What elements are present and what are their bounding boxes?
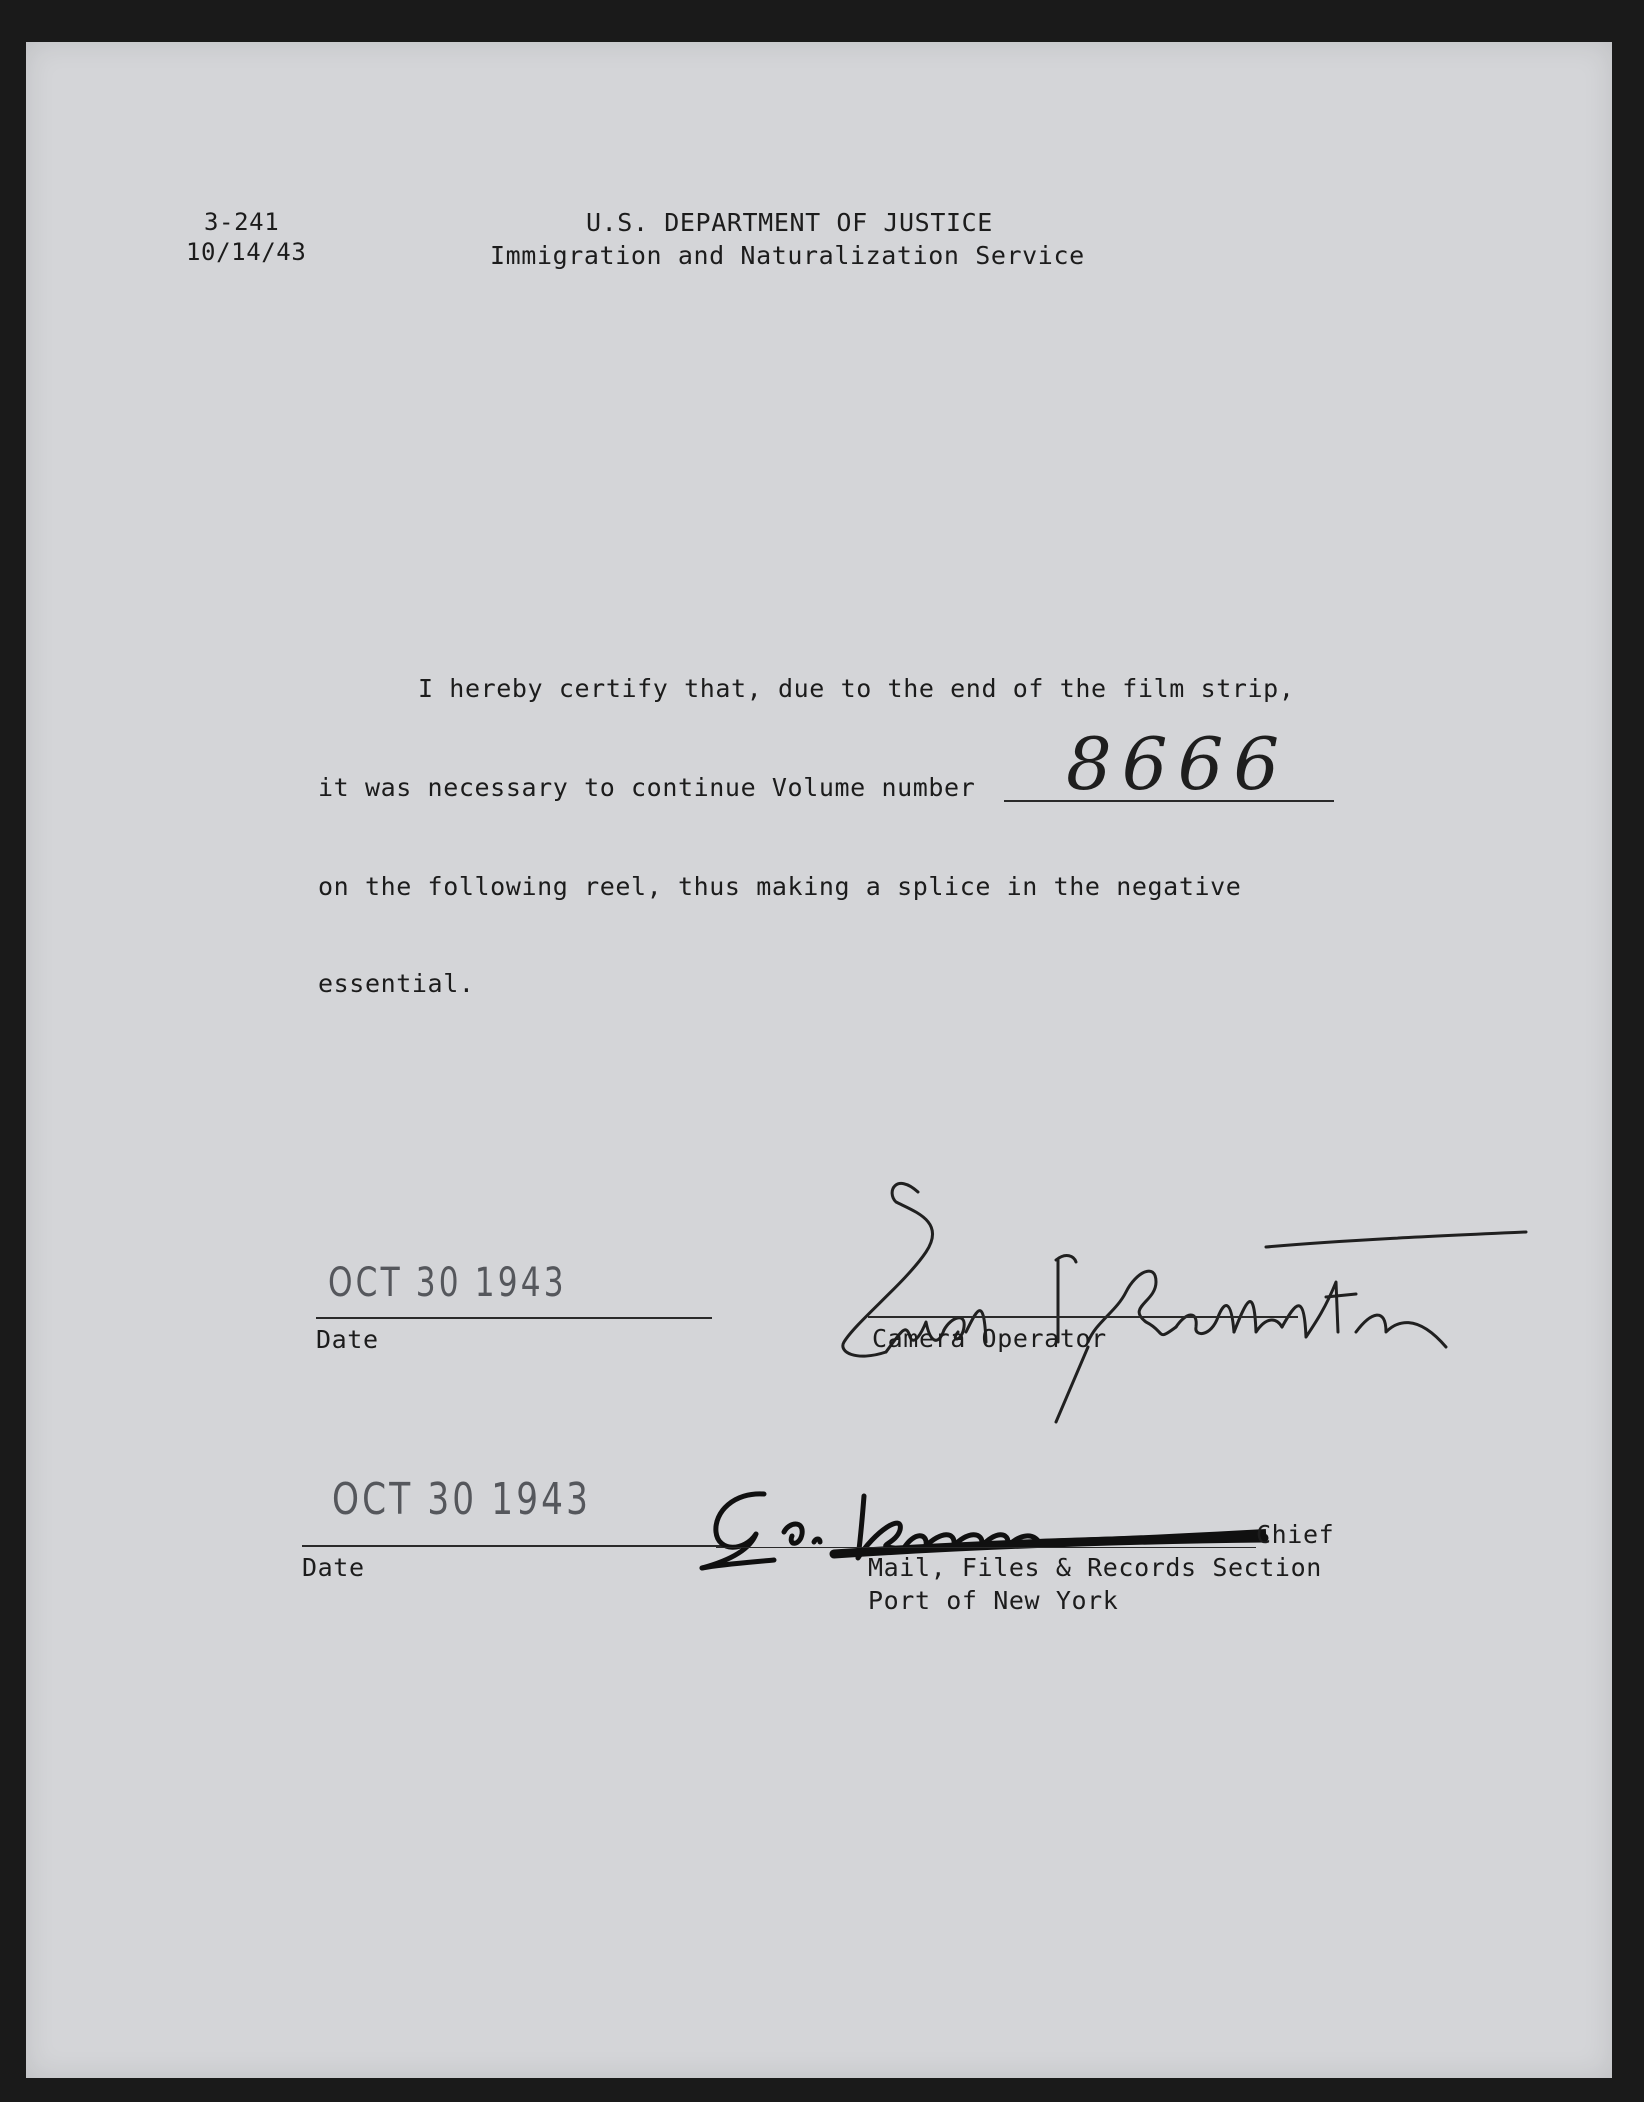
form-number: 3-241	[204, 208, 280, 236]
chief-port: Port of New York	[868, 1586, 1119, 1615]
certification-line-2: it was necessary to continue Volume number	[318, 773, 976, 802]
volume-number-handwritten: 8666	[1066, 722, 1290, 806]
camera-operator-date-label: Date	[316, 1325, 379, 1354]
service-heading: Immigration and Naturalization Service	[490, 241, 1085, 270]
chief-signature-line	[716, 1547, 1256, 1548]
camera-operator-date-stamp: OCT 30 1943	[328, 1260, 567, 1306]
chief-section: Mail, Files & Records Section	[868, 1553, 1322, 1582]
certification-line-1: I hereby certify that, due to the end of the film strip,	[418, 674, 1295, 703]
camera-operator-date-line	[316, 1317, 712, 1319]
document-page	[26, 42, 1612, 2078]
camera-operator-label: Camera Operator	[872, 1324, 1107, 1353]
department-heading: U.S. DEPARTMENT OF JUSTICE	[586, 208, 993, 237]
camera-operator-signature-line	[868, 1316, 1298, 1318]
camera-operator-signature	[826, 1132, 1546, 1392]
chief-date-stamp: OCT 30 1943	[332, 1474, 592, 1525]
certification-line-3: on the following reel, thus making a splice in the negative	[318, 872, 1242, 901]
chief-date-label: Date	[302, 1553, 365, 1582]
certification-line-4: essential.	[318, 969, 475, 998]
chief-date-line	[302, 1545, 722, 1547]
chief-title: Chief	[1256, 1520, 1335, 1549]
form-revision-date: 10/14/43	[186, 238, 307, 266]
